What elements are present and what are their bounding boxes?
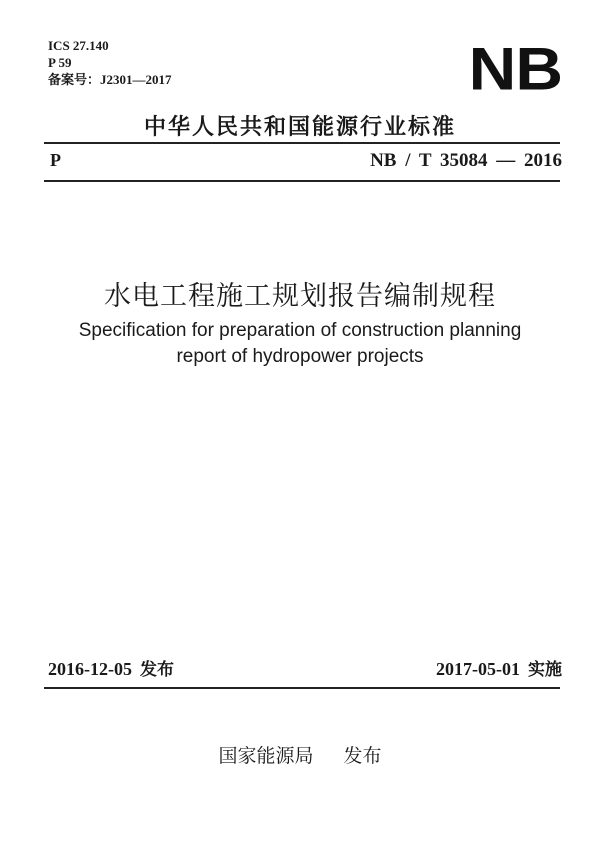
bottom-divider <box>44 687 560 689</box>
document-title-en-line2: report of hydropower projects <box>176 346 424 367</box>
publisher-action: 发布 <box>343 745 382 767</box>
issuer-title: 中华人民共和国能源行业标准 <box>143 115 456 140</box>
ccs-code: P 59 <box>48 55 72 70</box>
document-title-en-line1: Specification for preparation of construction planning <box>78 320 522 341</box>
issue-date-block <box>48 655 174 680</box>
issue-date: 2016-12-05 <box>48 659 132 679</box>
top-divider <box>44 142 560 144</box>
effective-date: 2017-05-01 <box>436 659 520 679</box>
record-number: 备案号：J2301—2017 <box>48 72 172 87</box>
issue-label: 发布 <box>140 660 174 680</box>
effective-date-block <box>436 655 562 680</box>
document-title-cn: 水电工程施工规划报告编制规程 <box>104 281 496 312</box>
effective-label: 实施 <box>528 660 562 680</box>
classification-code: P <box>50 150 61 170</box>
publisher-block <box>0 741 600 768</box>
publisher-name: 国家能源局 <box>218 745 314 767</box>
ics-code: ICS 27.140 <box>48 38 109 53</box>
second-divider <box>44 180 560 182</box>
standard-number: NB / T 35084 — 2016 <box>370 150 562 171</box>
nb-logo: NB <box>468 34 562 103</box>
